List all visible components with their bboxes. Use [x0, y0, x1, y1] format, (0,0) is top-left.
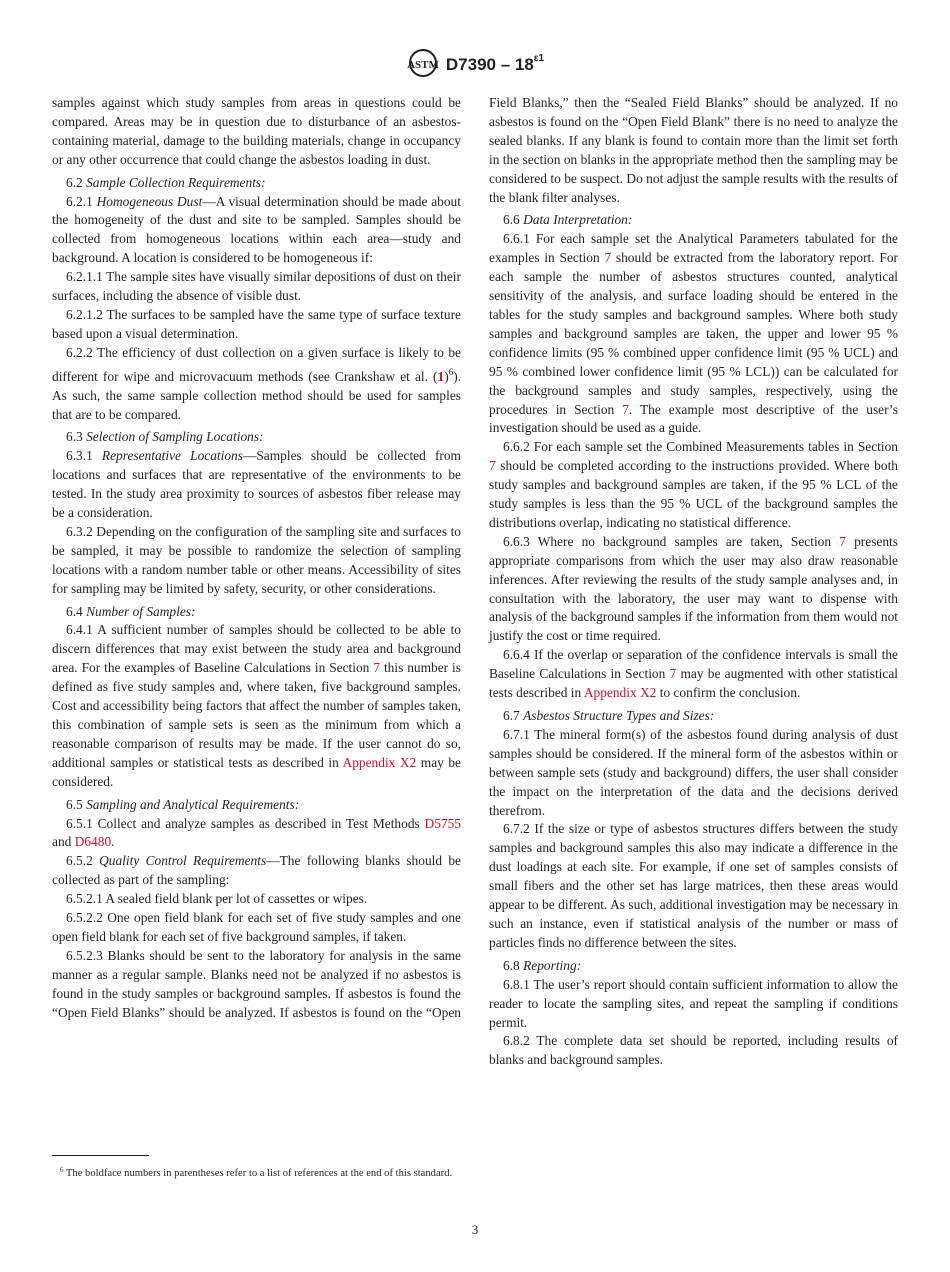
text-run: 6.2 [66, 174, 87, 190]
reference-number-link[interactable]: 1 [437, 368, 445, 384]
paragraph [52, 621, 461, 791]
text-run: 6.8 [503, 957, 524, 973]
text-run: presents appropriate comparisons from which the user may also draw reasonable inferences. After reviewing the results of the study sample analyses and, in consultation with the laboratory, the user may want to dispense with analysis of the background samples if the information from them would not justify the cost or time required. [489, 533, 898, 644]
text-run: 6.5.2.3 Blanks should be sent to the laboratory for analysis in the same manner as a regular sample. Blanks need not be analyzed if no asbestos is found in the study samples or background samples. If asbestos is found the “Open Field Blanks” should be analyzed. If asbestos is found on the “Open [52, 947, 461, 1020]
page-header [0, 48, 950, 83]
astm-logo-icon [406, 48, 440, 83]
section-heading [52, 428, 461, 447]
text-run: should be extracted from the laboratory report. For each sample the number of asbestos structures counted, analytical sensitivity of the analysis, and surface loading should be entered in the tables for the study samples and background samples. Where both study samples and background samples are taken, the upper and lower 95 % confidence limits (95 % combined upper confidence limit (95 % UCL) and 95 % combined lower confidence limit (95 % LCL)) can be calculated for the background samples and study samples, respectively, using the procedures in Section [489, 250, 898, 417]
cross-reference-link[interactable]: D5755 [424, 815, 461, 831]
text-run: samples against which study samples from areas in questions could be compared. Areas may be in question due to disturbance of an asbestos-containing material, damage to the building materials, change in occupancy or any other occurrence that could change the asbestos loading in dust. [52, 95, 461, 167]
section-heading [52, 174, 461, 193]
cross-reference-link[interactable]: 7 [489, 458, 496, 474]
italic-text: Reporting: [523, 957, 582, 973]
text-run: to confirm the conclusion. [656, 685, 801, 701]
text-run: 6.6.1 For each sample set the Analytical Parameters tabulated for the examples in Section [489, 231, 898, 266]
text-run: 6.3 [66, 429, 87, 445]
paragraph [489, 726, 898, 821]
text-run: 6.2.1.2 The surfaces to be sampled have the same type of surface texture based upon a visual determination. [52, 306, 461, 341]
paragraph [489, 1032, 898, 1070]
paragraph [489, 94, 898, 207]
section-heading [489, 211, 898, 230]
text-run: and [52, 834, 75, 850]
text-run: ) [444, 368, 449, 384]
text-run: 6.6.3 Where no background samples are taken, Section [503, 533, 840, 549]
left-column [52, 94, 461, 1023]
text-run: Field Blanks,” then the “Sealed Field Blanks” should be analyzed. If no asbestos is found on the “Open Field Blank” there is no need to analyze the sealed blanks. If any blank is found to contain more than the limit set forth in the section on blanks in the appropriate method then the sampling may be considered to be suspect. Do not adjust the sample results with the results of the blank filter analyses. [489, 95, 898, 205]
text-run: 6.5.2 [66, 853, 100, 869]
page-number: 3 [471, 1222, 479, 1237]
paragraph [489, 820, 898, 952]
footnote-text: The boldface numbers in parentheses refer to a list of references at the end of this standard. [65, 1168, 453, 1179]
text-run: 6.8.1 The user’s report should contain sufficient information to allow the reader to locate the sampling sites, and repeat the sampling if conditions permit. [489, 976, 898, 1030]
text-run: 6.3.2 Depending on the configuration of the sampling site and surfaces to be sampled, it may be possible to randomize the selection of sampling locations with a random number table or other means. Accessibility of sites for sampling may be limited by safety, security, or other considerations. [52, 523, 461, 596]
designation-superscript: ε1 [533, 52, 545, 64]
text-run: 6.7 [503, 708, 524, 723]
paragraph [489, 438, 898, 533]
paragraph [52, 447, 461, 523]
paragraph [52, 193, 461, 269]
footnote-divider [52, 1155, 149, 1156]
text-run: 6.2.1 [66, 193, 97, 209]
text-run: 6.6.4 If the overlap or separation of the confidence intervals is small the Baseline Calculations in Section [489, 647, 898, 682]
italic-text: Number of Samples: [86, 603, 196, 619]
section-heading [52, 603, 461, 622]
italic-text: Representative Locations [101, 448, 243, 464]
cross-reference-link[interactable]: Appendix X2 [583, 685, 657, 701]
italic-text: Asbestos Structure Types and Sizes: [523, 708, 715, 723]
text-run: 6.4 [66, 603, 87, 619]
paragraph [52, 909, 461, 947]
paragraph [52, 268, 461, 306]
text-run: 6.7.1 The mineral form(s) of the asbestos found during analysis of dust samples should be considered. If the mineral form of the asbestos within or between sample sets (study and background) differs, the user shall consider the impact on the interpretation of the data and the decisions derived therefrom. [489, 726, 898, 818]
right-column [489, 94, 898, 1070]
text-run: 6.3.1 [66, 448, 102, 464]
paragraph [52, 344, 461, 425]
text-run: 6.7.2 If the size or type of asbestos structures differs between the study samples and background samples this also may indicate a difference in the dust loadings at each site. For example, if one set of samples consists of small fibers and the other set has large matrices, then these areas would appear to be different. As such, additional investigation may be necessary in such an instance, even if statistical analysis of the number or mass of particles finds no difference between the sites. [489, 821, 898, 950]
paragraph [52, 306, 461, 344]
section-heading [489, 707, 898, 726]
text-run: . The example most descriptive of the user’s investigation should be used as a guide. [489, 401, 898, 436]
cross-reference-link[interactable]: 7 [669, 666, 677, 682]
paragraph [489, 646, 898, 703]
text-run: 6.2.2 The efficiency of dust collection on a given surface is likely to be different for wipe and microvacuum methods (see Crankshaw et al. ( [52, 344, 461, 384]
italic-text: Quality Control Requirements [99, 853, 267, 869]
paragraph [52, 94, 461, 170]
designation: D7390 – 18 [445, 54, 534, 74]
cross-reference-link[interactable]: Appendix X2 [342, 754, 417, 770]
paragraph [52, 947, 461, 1023]
footnote-marker: 6 [448, 366, 454, 377]
text-run: —The following blanks should be collected as part of the sampling: [52, 853, 462, 888]
cross-reference-link[interactable]: 7 [839, 533, 846, 549]
text-run: 6.8.2 The complete data set should be reported, including results of blanks and background samples. [489, 1033, 898, 1068]
italic-text: Sampling and Analytical Requirements: [86, 796, 300, 812]
paragraph [52, 890, 461, 909]
footnote [52, 1163, 461, 1181]
text-run: this number is defined as five study samples and, where taken, five background samples. Cost and accessibility being factors that affect the number of samples taken, this combination of sample sets is seen as the minimum from which a reasonable comparison of results may be made. If the user cannot do so, additional samples or statistical tests as described in [52, 660, 461, 770]
text-run: may be augmented with other statistical tests described in [489, 666, 898, 701]
footnote-number: 6 [59, 1166, 64, 1174]
italic-text: Homogeneous Dust [96, 193, 203, 209]
section-heading [52, 796, 461, 815]
cross-reference-link[interactable]: 7 [622, 401, 629, 417]
italic-text: Data Interpretation: [523, 212, 633, 228]
text-run: 6.5.1 Collect and analyze samples as described in Test Methods [66, 815, 425, 831]
text-run: —Samples should be collected from locations and surfaces that are representative of the environments to be tested. In the study area proximity to sources of asbestos fiber release may be a consideration. [52, 448, 461, 521]
cross-reference-link[interactable]: D6480 [74, 834, 112, 850]
paragraph [489, 533, 898, 646]
paragraph [489, 976, 898, 1033]
text-run: should be completed according to the instructions provided. Where both study samples and background samples are taken, if the 95 % LCL of the study samples is less than the 95 % UCL of the background samples the distributions overlap, indicating no statistical difference. [489, 458, 898, 530]
text-run: 6.6.2 For each sample set the Combined Measurements tables in Section [503, 439, 898, 455]
text-run: —A visual determination should be made about the homogeneity of the dust and site to be sampled. Samples should be collected from homogeneous locations within each area—study and background. A location is considered to be homogeneous if: [52, 193, 461, 266]
text-run: . [111, 834, 115, 850]
paragraph [52, 523, 461, 599]
text-run: 6.6 [503, 212, 524, 228]
cross-reference-link[interactable]: 7 [373, 660, 381, 676]
text-run: 6.2.1.1 The sample sites have visually similar depositions of dust on their surfaces, including the absence of visible dust. [52, 269, 461, 304]
italic-text: Sample Collection Requirements: [86, 174, 266, 190]
italic-text: Selection of Sampling Locations: [86, 429, 264, 445]
svg-text:ASTM: ASTM [407, 59, 439, 71]
text-run: 6.5.2.2 One open field blank for each set of five study samples and one open field blank for each set of five background samples, if taken. [52, 910, 461, 944]
text-run: 6.5.2.1 A sealed field blank per lot of cassettes or wipes. [66, 891, 368, 907]
text-run: may be considered. [52, 754, 461, 789]
text-run: ). As such, the same sample collection method should be used for samples that are to be compared. [52, 368, 461, 422]
text-run: 6.5 [66, 796, 87, 812]
paragraph [52, 815, 461, 853]
cross-reference-link[interactable]: 7 [604, 250, 612, 266]
paragraph [489, 230, 898, 438]
text-run: 6.4.1 A sufficient number of samples should be collected to be able to discern differences that may exist between the study area and background area. For the examples of Baseline Calculations in Section [52, 622, 461, 676]
paragraph [52, 852, 461, 890]
section-heading [489, 957, 898, 976]
